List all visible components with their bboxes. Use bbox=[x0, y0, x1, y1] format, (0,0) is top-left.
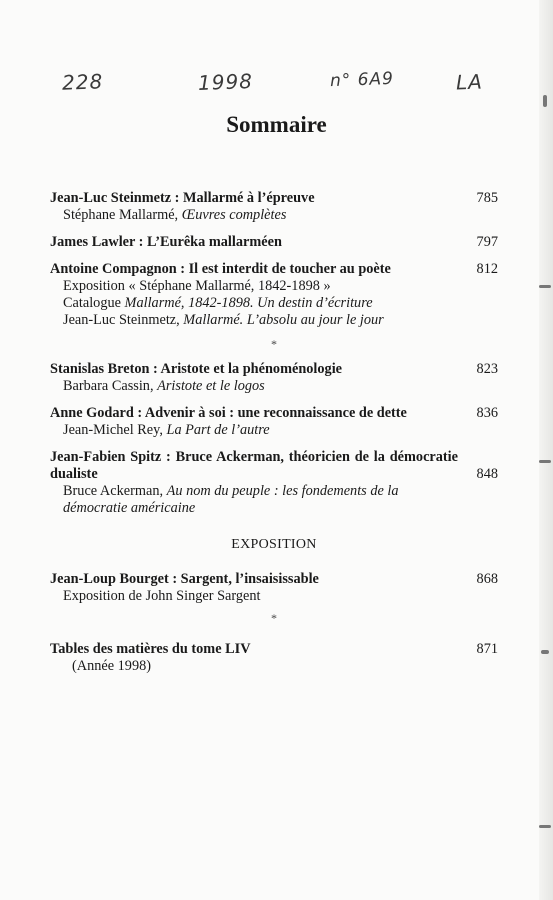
toc-entry-subtitle: Barbara Cassin, Aristote et le logos bbox=[63, 378, 265, 394]
binding-mark bbox=[539, 460, 551, 463]
page-title: Sommaire bbox=[226, 112, 327, 137]
handwritten-note-2: 1998 bbox=[197, 69, 254, 95]
toc-page-number: 836 bbox=[476, 405, 498, 421]
toc-entry-subtitle: Bruce Ackerman, Au nom du peuple : les fondements de la démocratie américaine bbox=[63, 483, 399, 516]
toc-entry bbox=[50, 449, 498, 517]
toc-entry-title: Jean-Loup Bourget : Sargent, l’insaisissable bbox=[50, 571, 319, 587]
toc-page-number: 868 bbox=[476, 571, 498, 587]
toc-page-number: 848 bbox=[476, 466, 498, 482]
section-heading: EXPOSITION bbox=[231, 537, 317, 552]
toc-entry bbox=[50, 571, 498, 605]
binding-mark bbox=[543, 95, 547, 107]
toc-entry-subtitle: Exposition « Stéphane Mallarmé, 1842-1898 » bbox=[63, 278, 331, 294]
toc-entry-subtitle: Exposition de John Singer Sargent bbox=[63, 588, 261, 604]
toc-page-number: 812 bbox=[476, 261, 498, 277]
toc-entry-subtitle: Catalogue Mallarmé, 1842-1898. Un destin d’écriture bbox=[63, 295, 373, 311]
toc-entry-subtitle: Jean-Michel Rey, La Part de l’autre bbox=[63, 422, 270, 438]
binding-mark bbox=[541, 650, 549, 654]
toc-entry bbox=[50, 405, 498, 439]
separator-star: * bbox=[271, 611, 277, 625]
toc-entry bbox=[50, 234, 498, 251]
toc-entry bbox=[50, 641, 498, 675]
toc-entry-title: Antoine Compagnon : Il est interdit de toucher au poète bbox=[50, 261, 391, 277]
handwritten-note-1: 228 bbox=[61, 69, 104, 95]
table-of-contents bbox=[50, 190, 498, 675]
toc-entry bbox=[50, 261, 498, 329]
handwritten-note-3: n° 6A9 bbox=[329, 68, 395, 92]
toc-page-number: 785 bbox=[476, 190, 498, 206]
toc-entry bbox=[50, 190, 498, 224]
toc-entry bbox=[50, 361, 498, 395]
binding-mark bbox=[539, 825, 551, 828]
toc-entry-title: Jean-Fabien Spitz : Bruce Ackerman, théoricien de la démocratie dualiste bbox=[50, 449, 458, 482]
toc-entry-subtitle: Stéphane Mallarmé, Œuvres complètes bbox=[63, 207, 287, 223]
toc-entry-subtitle: (Année 1998) bbox=[72, 658, 152, 674]
toc-entry-title: Jean-Luc Steinmetz : Mallarmé à l’épreuve bbox=[50, 190, 315, 206]
toc-entry-title: Tables des matières du tome LIV bbox=[50, 641, 251, 657]
toc-page-number: 823 bbox=[476, 361, 498, 377]
toc-entry-subtitle: Jean-Luc Steinmetz, Mallarmé. L’absolu au jour le jour bbox=[63, 312, 384, 328]
toc-page-number: 871 bbox=[476, 641, 498, 657]
separator-star: * bbox=[271, 337, 277, 351]
handwritten-note-4: LA bbox=[455, 69, 484, 95]
toc-page-number: 797 bbox=[476, 234, 498, 250]
toc-entry-title: Anne Godard : Advenir à soi : une reconnaissance de dette bbox=[50, 405, 407, 421]
toc-entry-title: Stanislas Breton : Aristote et la phénoménologie bbox=[50, 361, 343, 377]
binding-mark bbox=[539, 285, 551, 288]
toc-entry-title: James Lawler : L’Eurêka mallarméen bbox=[50, 234, 282, 250]
